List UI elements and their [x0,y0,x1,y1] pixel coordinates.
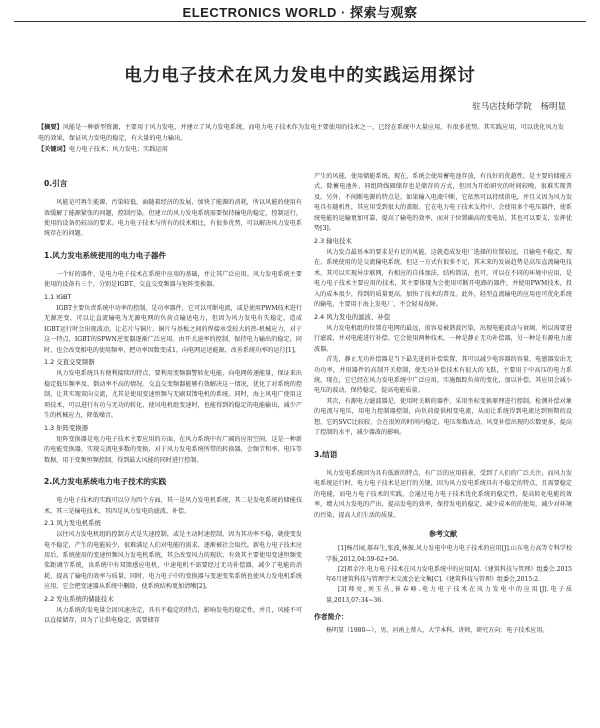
references-title: 参考文献 [429,530,457,539]
author-name: 杨明显 [540,102,566,112]
reference-item: [3]师亮,刘玉丛,崔春峰.电力电子技术在风力发电中的应用[J].电子质量,2013,07:34~36. [326,586,572,604]
subsection-heading: 1.1 IGBT [44,292,72,301]
paragraph: 风能是可再生能源，污染较低，面随着经济的发展，加快了能源的消耗，所以风能的使用有效缓解了能源紧张的问题，控制污染。但建立的风力发电系统需要保持输电的稳定，控制运行，使用的设备仍较高的要求。电力电子技术与所有的技术相比，有很多优势，可以解决风力发电系统存在的问题。 [44,199,302,238]
left-column [44,177,302,627]
paragraph: 风力发电系统因为具有低新的特点，有广泛的应用前景，受到了人们的广泛关注，而风力发电系统运行时，电力电子技术是运行的关键，因为风力发电系统具有不稳定的特点，且需要稳定的电能，而电力电子技术的实践，会通过电力电子技术优化系统的稳定性，提高转化电能的效率，增大风力发电的产出，提高发电的效率，保持发电的稳定，减少成本的的使用，减少对环境的污染，提高人们生活的质量。 [314,469,572,519]
paragraph: 矩阵变换器是电力电子技术主要应用的方面，在风力系统中有广阔的应用空间，这是一种新的电能变换器，实现交流电多数的变换，对于风力发电系统所带的转换器，会频节和率、电压等数据，用于变频恒频控制，得到最大风能的同时进行控制。 [44,435,302,464]
subsection-heading: 2.3 输电技术 [314,236,352,245]
author-bio: 杨明显（1980—），男，河南上蔡人，大学本科，讲师，研究方向：电子技术应用。 [326,626,549,634]
keywords-text: 电力电子技术；风力发电；实践运用 [68,145,168,153]
keywords-label: 【关键词】 [38,145,69,153]
abstract [38,123,564,145]
abstract-label: 【摘要】 [38,124,63,131]
reference-item: [2]祖金冷.电力电子技术在风力发电系统中的应用[A].《建筑科技与管理》组委会.2015年6月建筑科技与管理学术交流会论文集[C].《建筑科技与管理》组委会,2015:2. [326,565,572,584]
journal-header [0,0,600,22]
keywords [38,145,564,156]
author-affiliation: 驻马店技师学院 [472,102,532,112]
section-heading-devices: 1.风力发电系统使用的电力电子器件 [44,250,167,260]
abstract-block [38,123,564,156]
abstract-text: 风能是一种新型资源，主要用于风力发电，并建立了风力发电系统，而电力电子技术作为发电主要使用的技术之一，已经在系统中大量应用，有很多优势。其实践应用，可以优化风力发电的效果，保证风力发电的稳定，有大量的电力输出。 [38,124,564,142]
journal-name: ELECTRONICS WORLD · 探索与观察 [182,5,418,20]
subsection-heading: 2.4 风力发电的滤波、补偿 [314,312,391,321]
paragraph: 电力电子技术的实践可以分为四个方面，其一是风力发电机系统，其二是发电系统的储能技术，其三是输电技术，其四是风力发电的滤波、补偿。 [44,497,302,515]
paragraph: 首先，静止无功补偿器是当下最先进的补偿装置，其可以减少电容器的容量，电感器发出无功功率，并用器件的高制开关控制，使无功补偿技术有很大的飞跃，主要用于中高压的电力系统。现在，它已经在风力发电系统中广泛应用，实施跟踪负荷的变化，加以补偿，其应用会减小电压的波动，保持稳定，提高电能质量。 [314,356,572,395]
paragraph: 一个好的器件，是电力电子技术在系统中应用的基础，并让其广泛应用。风力发电系统主要使用的设备有三个，分别是IGBT、交直交变频器与矩阵变换器。 [44,270,302,289]
paragraph: 风力发电机组的位置在电网的最远，很容易被谐波污染，出现电能波动与衰竭，所以需要进行滤波，并对电能进行补偿。它会使用两种技术，一种是静止无功补偿器，另一种是有源电力滤波器。 [314,324,572,353]
header-rule [14,21,586,22]
paragraph: 风力发点最基本的要求是有足的风能，这就造成发电厂选择的位置较远，且输电不稳定。现在，系统使用的是交流输电系统，但这一方式有很多不足，其未来的发展趋势是高压直流输电技术，其可以实现异步联网，有相应的自体加法，结构简洁，也可，可以在不同的环境中应用，是电力电子技术主要应用的技术，其主要体现为会使用可断开电路的器件，并使用PWM技术，投入的成本很少，得到的质量更高，加快了技术的普及。此外，轻型直流输电的应用也可优化系统的输电，主要用于海上发电厂，不会轻易故障。 [314,248,572,309]
reference-item: [1]杨昌园,郝春生,张波,林振.风力发电中电力电子技术的应用[J].山东电力高等专科学校学报,2012,04:59-62+56. [326,545,572,563]
article-title: 电力电子技术在风力发电中的实践运用探讨 [124,66,476,86]
section-heading-intro: 0.引言 [44,179,68,188]
author-line [472,100,566,112]
paragraph: 其次，有源电力滤波器是，使用时关断的器件，采用坐标变换原理进行控制，检测补偿对象的电流与电压，用电力控制器控制，向负荷提供相变电流，从而让系统得到电流达到预期的设想，它的SVC比较较，会在很短的时间内稳定，电压参数改动、风变补偿出现的次数更多，提高了控制的水平，减少器波的影响。 [314,397,572,437]
subsection-heading: 2.2 发电系统的储能技术 [44,594,114,603]
subsection-heading: 1.2 交直交变频器 [44,358,95,367]
author-bio-title: 作者简介： [314,613,348,622]
paragraph: 风力系统的发电量会因风速决定，具有不稳定的特点，影响发电的稳定性，并且，风能不可以直接储存，因为了让供电稳定，需要储存 [44,606,302,625]
section-heading-conclusion: 3.结语 [314,449,338,459]
paragraph: 以往风力发电机组的控制方式是失速控制，或是主动时速控制，因为其功率不稳，就使变发电不稳定，产生的电能较少，很难满足人们对电能的需求，逐渐被社会取代。新电力电子技术应用后，系统使用的变速恒频风力发电机系统，其会改变风力的现状，有效其主要使用变速恒频变桨距调节系统，该系统中有双馈感应电机，中速电机不需要经过无功补偿器，减少了电能的消耗，提高了输电的效率与质量，同时，电力电子中的变换器与变速变桨系统也使风力发电机系统应用，它会把变速器从系统中删除，使系统结构更加清晰[2]。 [44,531,302,591]
paragraph: IGBT主要负责系统中功率的控制，是功率器件，它可以可断电流，或是使用PWM技术进行无源逆变，可以让直流输电为无源电网的负荷点输送电力，但因为风力发电有失稳定，造成IGBT运行时会出现波动，让芯片与铜片、铜片与基板之间的焊接承受较大的热-机械应力，对于这一特点，IGBT的SPWN逆变器逐渐广泛应用。由开关速率的控制，保持电力输出的稳定，同时，也会改变相电的使用频率，把功率因数变成1，向电网运送能源，改善系统功率的运行[1]。 [44,304,302,354]
section-heading-practice: 2.风力发电系统电力电子技术的实践 [44,477,167,487]
right-column [314,172,572,636]
paragraph: 风力发电系统具有便利接续的特点，要利用变频器警转化电能，向电网传递能量，保证来出稳定低压频率及、倒动率不高的情况。交直交变频器能够有效解决这一情况，优化了对系统的控制，让其实现双向交流，尤其是使用变速恒频与无刷双馈电机的系统。同时，海上风电广使用这项技术，可以进行有功与无功的转化，使风电机组变速时，也能得到的稳定的电能输出，减少产生的机械应力，降低噪音。 [44,370,302,420]
paragraph: 产生的风能，使用储能系统。现在，系统会使用蓄电池存放，有良好的优越性，是主要的储能方式，除蓄电池外，同组降线圈储存也是储存的方式，但因为开始研究的时间较晚，很难实现普及。另外，不间断电源的特点是，如果输入电流中断，它依然可以持续供电，并且又因为风力发电具有随机性，其应用受到很大的盖限。它在电力电子技术支持中，会使用多个电压器件，使系统电能的运输更加可靠，提高了输电的效率，而对于位置确高的变电站，其也可以要支，发挥优势[3]。 [314,173,572,233]
subsection-heading: 2.1 风力发电机系统 [44,519,101,528]
subsection-heading: 1.3 矩阵变换器 [44,423,89,432]
